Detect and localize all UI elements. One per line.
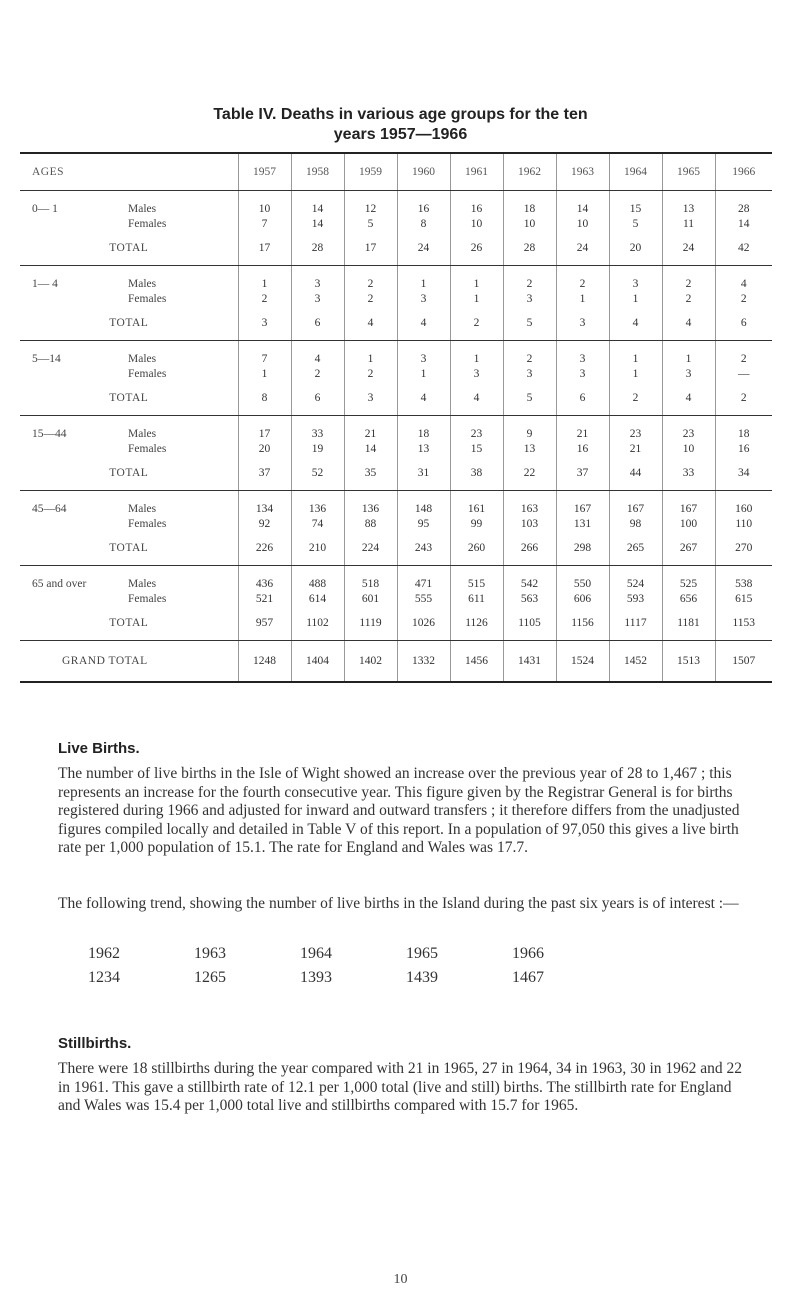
table-cell: 3	[556, 366, 609, 381]
table-cell: 131	[556, 516, 609, 531]
table-cell: 2	[609, 381, 662, 416]
table-cell: 161	[450, 491, 503, 517]
total-row	[20, 606, 772, 641]
table-cell: 16	[450, 191, 503, 217]
table-cell: 1248	[238, 641, 291, 683]
trend-value: 1467	[512, 969, 544, 986]
table-cell: 37	[556, 456, 609, 491]
table-cell: 5	[503, 306, 556, 341]
table-cell: 38	[450, 456, 503, 491]
females-row	[20, 516, 772, 531]
table-cell: 1126	[450, 606, 503, 641]
sex-label: Males	[128, 202, 157, 215]
table-cell: 2	[291, 366, 344, 381]
table-cell: 103	[503, 516, 556, 531]
table-cell: 11	[662, 216, 715, 231]
table-cell: 265	[609, 531, 662, 566]
table-cell: 23	[450, 416, 503, 442]
table-cell: 44	[609, 456, 662, 491]
table-cell: 3	[291, 266, 344, 292]
table-cell: 1	[609, 341, 662, 367]
table-cell: 542	[503, 566, 556, 592]
table-cell: 1102	[291, 606, 344, 641]
table-cell: 17	[344, 231, 397, 266]
table-cell: 550	[556, 566, 609, 592]
trend-year: 1966	[512, 945, 544, 962]
table-cell: 1431	[503, 641, 556, 683]
table-cell: 13	[397, 441, 450, 456]
age-group-spacer	[20, 441, 128, 456]
table-cell: 110	[715, 516, 772, 531]
table-cell: 31	[397, 456, 450, 491]
table-cell: 266	[503, 531, 556, 566]
table-cell: 21	[609, 441, 662, 456]
table-cell: 1026	[397, 606, 450, 641]
table-cell: 19	[291, 441, 344, 456]
table-cell: 260	[450, 531, 503, 566]
table-cell: 224	[344, 531, 397, 566]
females-row	[20, 366, 772, 381]
table-cell: 1	[397, 266, 450, 292]
males-row	[20, 341, 772, 367]
table-cell: 1452	[609, 641, 662, 683]
total-label: TOTAL	[20, 606, 238, 641]
sex-label: Females	[128, 442, 167, 455]
table-cell: 95	[397, 516, 450, 531]
table-cell: 593	[609, 591, 662, 606]
age-group-spacer	[20, 366, 128, 381]
sex-label: Females	[128, 367, 167, 380]
total-label: TOTAL	[20, 231, 238, 266]
age-group-label: 0— 1	[32, 202, 58, 215]
year-header: 1964	[609, 153, 662, 191]
table-cell: 5	[609, 216, 662, 231]
table-cell: 16	[715, 441, 772, 456]
total-label: TOTAL	[20, 381, 238, 416]
live-births-text-2: The following trend, showing the number of live births in the Island during the past six years is of interest :—	[58, 895, 739, 912]
table-cell: 42	[715, 231, 772, 266]
age-group-label: 15—44	[32, 427, 67, 440]
deaths-table	[20, 152, 772, 683]
males-row	[20, 266, 772, 292]
trend-value: 1234	[88, 969, 120, 986]
age-group-label: 5—14	[32, 352, 61, 365]
table-cell: 1	[397, 366, 450, 381]
age-group-label: 1— 4	[32, 277, 58, 290]
table-cell: 6	[291, 381, 344, 416]
table-cell: 1	[450, 341, 503, 367]
trend-value: 1439	[406, 969, 438, 986]
table-cell: 1	[450, 291, 503, 306]
year-header: 1963	[556, 153, 609, 191]
table-cell: 1456	[450, 641, 503, 683]
table-cell: 1332	[397, 641, 450, 683]
table-cell: 1524	[556, 641, 609, 683]
table-cell: 23	[662, 416, 715, 442]
females-row	[20, 591, 772, 606]
table-cell: 52	[291, 456, 344, 491]
table-cell: 2	[450, 306, 503, 341]
table-title-line2: years 1957—1966	[333, 126, 468, 143]
year-header: 1957	[238, 153, 291, 191]
table-cell: 3	[238, 306, 291, 341]
trend-values-row	[58, 966, 618, 990]
table-cell: 525	[662, 566, 715, 592]
table-cell: 34	[715, 456, 772, 491]
table-cell: 15	[450, 441, 503, 456]
year-header: 1960	[397, 153, 450, 191]
table-cell: 1402	[344, 641, 397, 683]
table-cell: 3	[397, 291, 450, 306]
table-cell: 2	[238, 291, 291, 306]
table-cell: 1513	[662, 641, 715, 683]
table-cell: 4	[397, 306, 450, 341]
table-cell: 14	[291, 216, 344, 231]
table-cell: 16	[556, 441, 609, 456]
table-cell: 37	[238, 456, 291, 491]
stillbirths-paragraph	[58, 1060, 748, 1116]
males-row	[20, 491, 772, 517]
males-row	[20, 416, 772, 442]
age-group-spacer	[20, 591, 128, 606]
table-cell: 563	[503, 591, 556, 606]
trend-value: 1393	[300, 969, 332, 986]
table-cell: 14	[715, 216, 772, 231]
table-cell: 8	[238, 381, 291, 416]
table-cell: 4	[609, 306, 662, 341]
live-births-text-1: The number of live births in the Isle of Wight showed an increase over the previous year of 28 to 1,467 ; this represents an increase for the fourth consecutive year. This figure given by the Registrar General is for births registered during 1966 and adjusted for inward and outward transfers ; it therefore differs from the unadjusted figures compiled locally and detailed in Table V of this report. In a population of 97,050 this gives a live birth rate per 1,000 population of 15.1. The rate for England and Wales was 17.7.	[58, 765, 740, 856]
total-row	[20, 531, 772, 566]
table-cell: 17	[238, 416, 291, 442]
table-cell: 210	[291, 531, 344, 566]
table-cell: 4	[662, 381, 715, 416]
table-cell: 23	[609, 416, 662, 442]
table-cell: 5	[503, 381, 556, 416]
table-cell: 134	[238, 491, 291, 517]
table-cell: 2	[503, 341, 556, 367]
table-cell: 28	[503, 231, 556, 266]
table-cell: 6	[715, 306, 772, 341]
table-cell: 136	[344, 491, 397, 517]
males-row	[20, 566, 772, 592]
table-cell: 436	[238, 566, 291, 592]
table-cell: 2	[344, 291, 397, 306]
sex-label: Males	[128, 277, 157, 290]
females-row	[20, 216, 772, 231]
table-cell: 14	[344, 441, 397, 456]
ages-header: AGES	[20, 153, 238, 191]
stillbirths-text: There were 18 stillbirths during the year compared with 21 in 1965, 27 in 1964, 34 in 1963, 30 in 1962 and 22 in 1961. This gave a stillbirth rate of 12.1 per 1,000 total (live and still) births. The stillbirth rate for England and Wales was 15.4 per 1,000 total live and stillbirths compared with 15.7 for 1965.	[58, 1060, 743, 1114]
table-cell: 136	[291, 491, 344, 517]
table-cell: 13	[662, 191, 715, 217]
table-cell: 3	[556, 306, 609, 341]
table-cell: 1105	[503, 606, 556, 641]
table-cell: 555	[397, 591, 450, 606]
table-cell: 4	[291, 341, 344, 367]
total-label: TOTAL	[20, 456, 238, 491]
table-cell: 92	[238, 516, 291, 531]
sex-label: Females	[128, 217, 167, 230]
table-cell: 3	[503, 291, 556, 306]
table-cell: 1117	[609, 606, 662, 641]
table-cell: 10	[450, 216, 503, 231]
total-label: TOTAL	[20, 306, 238, 341]
table-cell: 656	[662, 591, 715, 606]
table-cell: 10	[556, 216, 609, 231]
table-cell: 9	[503, 416, 556, 442]
year-header: 1961	[450, 153, 503, 191]
age-group-label: 65 and over	[32, 577, 87, 590]
table-header-row	[20, 153, 772, 191]
table-cell: 14	[291, 191, 344, 217]
table-cell: 28	[715, 191, 772, 217]
total-row	[20, 381, 772, 416]
females-row	[20, 441, 772, 456]
table-cell: 99	[450, 516, 503, 531]
table-cell: —	[715, 366, 772, 381]
table-cell: 1	[609, 291, 662, 306]
table-cell: 1404	[291, 641, 344, 683]
table-cell: 1156	[556, 606, 609, 641]
table-cell: 33	[291, 416, 344, 442]
age-group-spacer	[20, 291, 128, 306]
live-births-paragraph-1	[58, 765, 748, 858]
table-cell: 4	[344, 306, 397, 341]
table-cell: 7	[238, 216, 291, 231]
total-label: TOTAL	[20, 531, 238, 566]
table-cell: 15	[609, 191, 662, 217]
table-cell: 1	[662, 341, 715, 367]
table-cell: 4	[397, 381, 450, 416]
table-cell: 524	[609, 566, 662, 592]
table-cell: 10	[238, 191, 291, 217]
table-cell: 98	[609, 516, 662, 531]
table-cell: 26	[450, 231, 503, 266]
table-cell: 1	[344, 341, 397, 367]
table-cell: 1	[450, 266, 503, 292]
table-cell: 1	[556, 291, 609, 306]
table-cell: 957	[238, 606, 291, 641]
table-cell: 2	[344, 366, 397, 381]
table-cell: 6	[556, 381, 609, 416]
grand-total-label: GRAND TOTAL	[20, 641, 238, 683]
sex-label: Females	[128, 517, 167, 530]
table-cell: 2	[715, 381, 772, 416]
table-cell: 8	[397, 216, 450, 231]
table-cell: 538	[715, 566, 772, 592]
table-cell: 4	[715, 266, 772, 292]
table-cell: 2	[503, 266, 556, 292]
table-cell: 521	[238, 591, 291, 606]
table-cell: 243	[397, 531, 450, 566]
sex-label: Males	[128, 352, 157, 365]
table-cell: 270	[715, 531, 772, 566]
table-cell: 1	[238, 266, 291, 292]
table-cell: 13	[503, 441, 556, 456]
trend-year: 1963	[194, 945, 226, 962]
table-cell: 167	[609, 491, 662, 517]
table-cell: 1	[609, 366, 662, 381]
trend-year: 1964	[300, 945, 332, 962]
total-row	[20, 306, 772, 341]
table-cell: 24	[556, 231, 609, 266]
year-header: 1966	[715, 153, 772, 191]
table-title-line1: Table IV. Deaths in various age groups for the ten	[213, 106, 588, 123]
table-cell: 4	[450, 381, 503, 416]
table-cell: 16	[397, 191, 450, 217]
table-cell: 1	[238, 366, 291, 381]
table-cell: 21	[556, 416, 609, 442]
table-cell: 10	[662, 441, 715, 456]
table-cell: 33	[662, 456, 715, 491]
table-cell: 21	[344, 416, 397, 442]
age-group-spacer	[20, 216, 128, 231]
table-cell: 1507	[715, 641, 772, 683]
table-cell: 2	[715, 291, 772, 306]
year-header: 1965	[662, 153, 715, 191]
table-cell: 18	[503, 191, 556, 217]
table-cell: 3	[662, 366, 715, 381]
table-body	[20, 191, 772, 683]
table-cell: 148	[397, 491, 450, 517]
table-cell: 1119	[344, 606, 397, 641]
table-cell: 100	[662, 516, 715, 531]
table-cell: 615	[715, 591, 772, 606]
table-cell: 20	[238, 441, 291, 456]
table-cell: 2	[715, 341, 772, 367]
table-cell: 7	[238, 341, 291, 367]
table-cell: 20	[609, 231, 662, 266]
table-cell: 267	[662, 531, 715, 566]
table-cell: 163	[503, 491, 556, 517]
year-header: 1959	[344, 153, 397, 191]
table-cell: 2	[662, 266, 715, 292]
sex-label: Females	[128, 592, 167, 605]
table-cell: 3	[556, 341, 609, 367]
stillbirths-heading: Stillbirths.	[58, 1035, 132, 1052]
table-title	[0, 105, 801, 145]
page-number: 10	[393, 1272, 408, 1287]
trend-years-row	[58, 942, 618, 966]
table-cell: 18	[397, 416, 450, 442]
table-cell: 606	[556, 591, 609, 606]
table-cell: 18	[715, 416, 772, 442]
table-cell: 35	[344, 456, 397, 491]
sex-label: Males	[128, 502, 157, 515]
total-row	[20, 456, 772, 491]
sex-label: Males	[128, 427, 157, 440]
table-cell: 160	[715, 491, 772, 517]
table-cell: 88	[344, 516, 397, 531]
table-cell: 12	[344, 191, 397, 217]
table-cell: 4	[662, 306, 715, 341]
sex-label: Females	[128, 292, 167, 305]
live-births-trend	[58, 942, 618, 990]
table-cell: 226	[238, 531, 291, 566]
table-cell: 488	[291, 566, 344, 592]
table-cell: 24	[397, 231, 450, 266]
table-cell: 471	[397, 566, 450, 592]
table-cell: 1181	[662, 606, 715, 641]
total-row	[20, 231, 772, 266]
table-cell: 2	[556, 266, 609, 292]
table-cell: 614	[291, 591, 344, 606]
table-cell: 298	[556, 531, 609, 566]
table-cell: 3	[503, 366, 556, 381]
table-cell: 74	[291, 516, 344, 531]
table-cell: 17	[238, 231, 291, 266]
table-cell: 14	[556, 191, 609, 217]
age-group-spacer	[20, 516, 128, 531]
table-cell: 515	[450, 566, 503, 592]
females-row	[20, 291, 772, 306]
table-cell: 3	[344, 381, 397, 416]
trend-year: 1962	[88, 945, 120, 962]
table-cell: 2	[662, 291, 715, 306]
table-cell: 3	[450, 366, 503, 381]
table-cell: 1153	[715, 606, 772, 641]
table-cell: 10	[503, 216, 556, 231]
live-births-paragraph-2	[58, 895, 748, 914]
table-cell: 167	[662, 491, 715, 517]
trend-value: 1265	[194, 969, 226, 986]
table-cell: 3	[609, 266, 662, 292]
sex-label: Males	[128, 577, 157, 590]
males-row	[20, 191, 772, 217]
live-births-heading: Live Births.	[58, 740, 140, 757]
table-cell: 601	[344, 591, 397, 606]
grand-total-row	[20, 641, 772, 683]
table-cell: 2	[344, 266, 397, 292]
trend-year: 1965	[406, 945, 438, 962]
table-cell: 24	[662, 231, 715, 266]
table-cell: 3	[291, 291, 344, 306]
year-header: 1962	[503, 153, 556, 191]
table-cell: 518	[344, 566, 397, 592]
table-cell: 22	[503, 456, 556, 491]
table-cell: 3	[397, 341, 450, 367]
table-cell: 6	[291, 306, 344, 341]
table-cell: 28	[291, 231, 344, 266]
table-cell: 167	[556, 491, 609, 517]
table-cell: 611	[450, 591, 503, 606]
year-header: 1958	[291, 153, 344, 191]
table-cell: 5	[344, 216, 397, 231]
age-group-label: 45—64	[32, 502, 67, 515]
